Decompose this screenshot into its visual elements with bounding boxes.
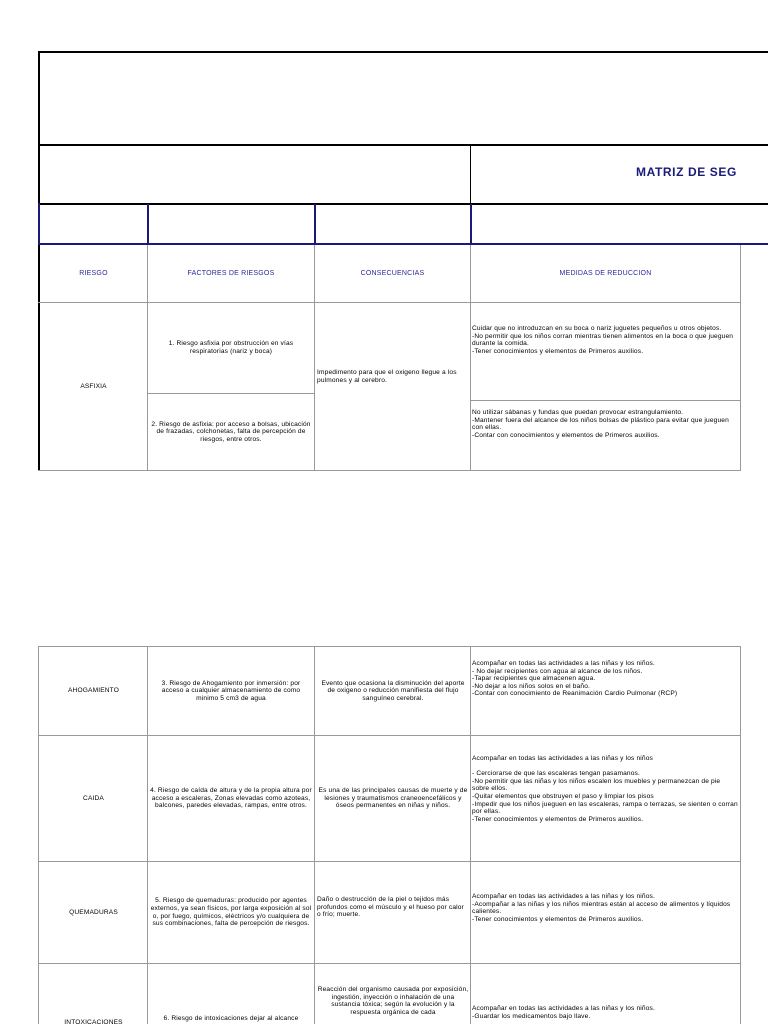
riesgo-asfixia: ASFIXIA (80, 382, 107, 390)
header-consecuencias: CONSECUENCIAS (360, 270, 425, 277)
medida-intoxicaciones: Acompañar en todas las actividades a las niñas y los niños. -Guardar los medicamentos bajo llave. (472, 1005, 655, 1020)
medida-quemaduras: Acompañar en todas las actividades a las niñas y los niños. -Acompañar a las niñas y los niños mientras están al acceso de alimentos y líquidos calientes. -Tener conocimientos y elementos de Primeros auxilios. (472, 893, 731, 923)
factor-caida: 4. Riesgo de caída de altura y de la propia altura por acceso a escaleras, Zonas elevadas como azoteas, balcones, paredes elevadas, rampas, entre otros. (150, 787, 312, 810)
factor-quemaduras: 5. Riesgo de quemaduras: producido por agentes externos, ya sean físicos, por larga exposición al sol o, por fuego, químicos, eléctricos y/o cualquiera de sus combinaciones, falta de percepción de riesgos. (150, 897, 312, 928)
factor-intoxicaciones: 6. Riesgo de intoxicaciones dejar al alcance (163, 1015, 299, 1022)
consecuencia-intoxicaciones: Reacción del organismo causada por exposición, ingestión, inyección o inhalación de una sustancia tóxica; según la evolución y la respuesta orgánica de cada (317, 986, 469, 1016)
header-medidas: MEDIDAS DE REDUCCION (559, 270, 652, 277)
factor-asfixia-1: 1. Riesgo asfixia por obstrucción en vías respiratorias (nariz y boca) (168, 340, 294, 355)
consecuencia-caida: Es una de las principales causas de muerte y de lesiones y traumatismos craneoencefálicos y óseos permanentes en niñas y niños. (318, 787, 468, 810)
consecuencia-quemaduras: Daño o destrucción de la piel o tejidos más profundos como el músculo y el hueso por calor o frío; muerte. (317, 896, 464, 919)
riesgo-ahogamiento: AHOGAMIENTO (68, 687, 119, 695)
header-riesgo: RIESGO (79, 270, 108, 277)
header-factores: FACTORES DE RIESGOS (187, 270, 275, 277)
consecuencia-asfixia: Impedimento para que el oxigeno llegue a los pulmones y al cerebro. (317, 369, 457, 384)
riesgo-caida: CAIDA (83, 794, 104, 802)
factor-asfixia-2: 2. Riesgo de asfixia: por acceso a bolsas, ubicación de frazadas, colchonetas, falta de percepción de riesgos, entre otros. (151, 420, 311, 443)
medida-asfixia-2: No utilizar sábanas y fundas que puedan provocar estrangulamiento. -Mantener fuera del alcance de los niños bolsas de plástico para evitar que jueguen con ellas. -Contar con conocimientos y elementos de Primeros auxilios. (472, 409, 729, 439)
medida-caida: Acompañar en todas las actividades a las niñas y los niños - Cerciorarse de que las escaleras tengan pasamanos. -No permitir que las niñas y los niños escalen los muebles y permanezcan de pie sobre ellos. -Quitar elementos que obstruyen el paso y limpiar los pisos -Impedir que los niños jueguen en las escaleras, rampa o terrazas, se sienten o corran por ellas. -Tener conocimientos y elementos de Primeros auxilios. (472, 755, 738, 823)
factor-ahogamiento: 3. Riesgo de Ahogamiento por inmersión: por acceso a cualquier almacenamiento de como minimo 5 cm3 de agua (161, 679, 301, 702)
consecuencia-ahogamiento: Evento que ocasiona la disminución del aporte de oxigeno o reducción manifiesta del flujo sanguíneo cerebral. (321, 679, 465, 702)
medida-asfixia-1: Cuidar que no introduzcan en su boca o nariz juguetes pequeños u otros objetos. -No permitir que los niños corran mientras tienen alimentos en la boca o que jueguen durante la comida. -Tener conocimientos y elementos de Primeros auxilios. (472, 325, 734, 355)
riesgo-intoxicaciones: INTOXICACIONES (64, 1019, 123, 1026)
page-title: MATRIZ DE SEG (636, 165, 737, 179)
medida-ahogamiento: Acompañar en todas las actividades a las niñas y los niños. - No dejar recipientes con agua al alcance de los niños. -Tapar recipientes que almacenen agua. -No dejar a los niños solos en el baño. -Contar con conocimiento de Reanimación Cardio Pulmonar (RCP) (472, 660, 678, 698)
riesgo-quemaduras: QUEMADURAS (69, 908, 118, 916)
